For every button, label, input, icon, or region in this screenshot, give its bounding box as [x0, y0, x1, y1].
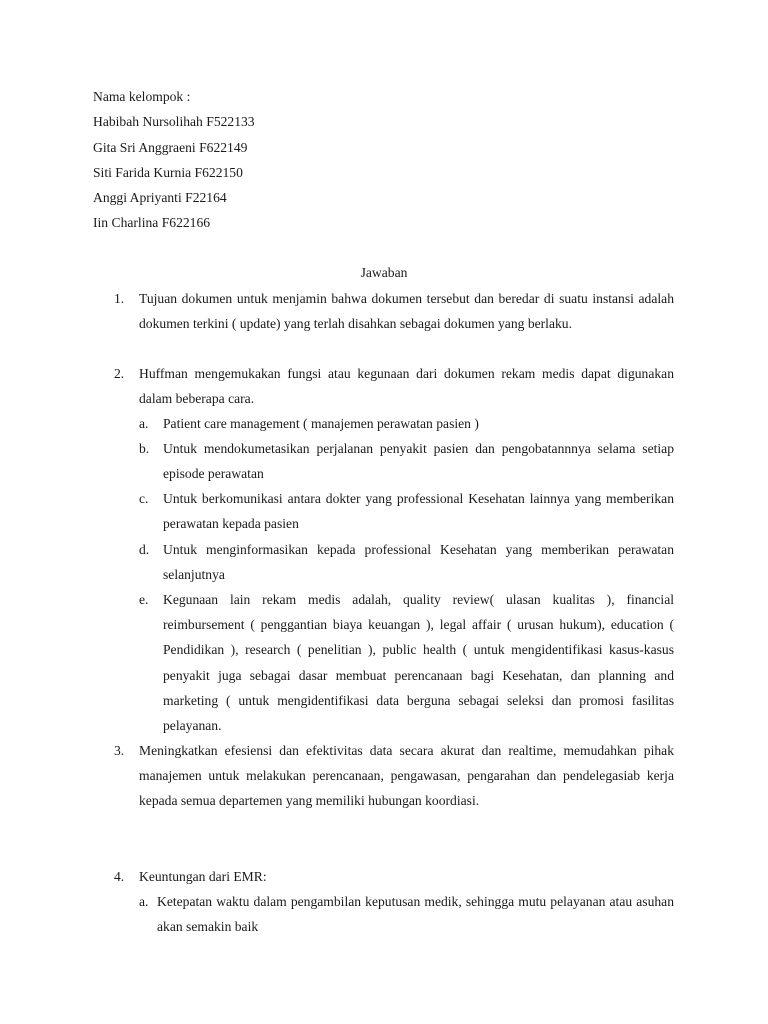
- item-text: Keuntungan dari EMR:: [139, 869, 267, 884]
- sub-item-label: b.: [139, 441, 150, 456]
- sub-item-label: e.: [139, 592, 149, 607]
- sub-item-text: Untuk berkomunikasi antara dokter yang professional Kesehatan lainnya yang memberikan perawatan kepada pasien: [163, 491, 674, 532]
- answer-heading: Jawaban: [360, 265, 408, 280]
- sub-item-label: a.: [139, 416, 149, 431]
- sub-item-text: Ketepatan waktu dalam pengambilan keputusan medik, sehingga mutu pelayanan atau asuhan akan semakin baik: [157, 894, 674, 935]
- sub-list-item: [139, 486, 674, 536]
- list-item: [93, 738, 674, 814]
- sub-list-item: [139, 436, 674, 486]
- member-name: Habibah Nursolihah F522133: [93, 114, 255, 130]
- item-text: Huffman mengemukakan fungsi atau kegunaan dari dokumen rekam medis dapat digunakan dalam beberapa cara.: [139, 366, 674, 407]
- sub-item-label: c.: [139, 491, 149, 506]
- sub-list-item: [139, 587, 674, 738]
- member-name: Gita Sri Anggraeni F622149: [93, 139, 248, 155]
- list-item: [93, 864, 674, 889]
- item-text: Meningkatkan efesiensi dan efektivitas data secara akurat dan realtime, memudahkan pihak manajemen untuk melakukan perencanaan, pengawasan, pengarahan dan pendelegasiab kerja kepada semua departemen yang memiliki hubungan koordiasi.: [139, 743, 674, 809]
- item-number: 2.: [114, 366, 125, 381]
- sub-item-text: Kegunaan lain rekam medis adalah, quality review( ulasan kualitas ), financial reimbursement ( penggantian biaya keuangan ), legal affair ( urusan hukum), education ( Pendidikan ), research ( penelitian ), public health ( untuk mengidentifikasi kasus-kasus penyakit juga sebagai dasar membuat perencanaan bagi Kesehatan, dan planning and marketing ( untuk mengidentifikasi data berguna sebagai seleksi dan promosi fasilitas pelayanan.: [163, 592, 674, 734]
- sub-item-text: Untuk mendokumetasikan perjalanan penyakit pasien dan pengobatannnya selama setiap episode perawatan: [163, 441, 674, 482]
- member-name: Iin Charlina F622166: [93, 215, 211, 231]
- sub-item-text: Patient care management ( manajemen perawatan pasien ): [163, 416, 479, 431]
- item-number: 4.: [114, 869, 125, 884]
- sub-list-item: [139, 411, 674, 436]
- list-item: [93, 361, 674, 411]
- member-name: Siti Farida Kurnia F622150: [93, 164, 243, 180]
- group-title: Nama kelompok :: [93, 89, 191, 104]
- sub-list-item: [139, 537, 674, 587]
- item-number: 3.: [114, 743, 125, 758]
- member-name: Anggi Apriyanti F22164: [93, 190, 227, 206]
- list-item: [93, 286, 674, 336]
- sub-item-text: Untuk menginformasikan kepada professional Kesehatan yang memberikan perawatan selanjutnya: [163, 542, 674, 583]
- item-text: Tujuan dokumen untuk menjamin bahwa dokumen tersebut dan beredar di suatu instansi adalah dokumen terkini ( update) yang terlah disahkan sebagai dokumen yang berlaku.: [139, 291, 674, 332]
- item-number: 1.: [114, 291, 125, 306]
- sub-item-label: d.: [139, 542, 150, 557]
- sub-list-item: [139, 889, 674, 939]
- sub-item-label: a.: [139, 894, 149, 909]
- group-members-block: [93, 86, 493, 238]
